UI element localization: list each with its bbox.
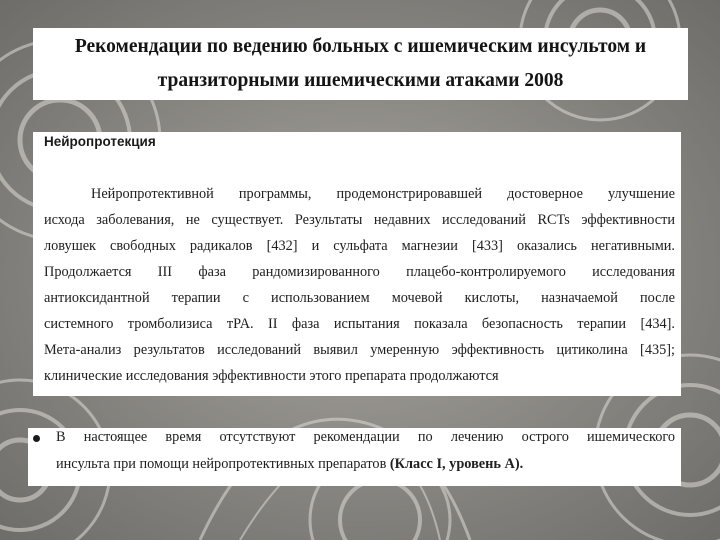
bullet-icon — [33, 435, 40, 442]
paragraph-line: системного тромболизиса тPA. II фаза испытания показала безопасность терапии [434]. — [44, 316, 675, 332]
recommendation-panel — [28, 428, 681, 486]
paragraph-line: Нейропротективной программы, продемонстрировавшей достоверное улучшение — [91, 186, 675, 202]
title-line-2: транзиторными ишемическими атаками 2008 — [157, 70, 564, 91]
paragraph-line: антиоксидантной терапии с использованием мочевой кислоты, назначаемой после — [44, 290, 675, 306]
paragraph-line: Мета-анализ результатов исследований выявил умеренную эффективность цитиколина [435]; — [44, 342, 675, 358]
recommendation-line-1: В настоящее время отсутствуют рекомендации по лечению острого ишемического — [56, 429, 675, 445]
recommendation-line-2 — [56, 456, 675, 473]
paragraph-line: исхода заболевания, не существует. Результаты недавних исследований RCTs эффективности — [44, 212, 675, 228]
paragraph-line: Продолжается III фаза рандомизированного плацебо-контролируемого исследования — [44, 264, 675, 280]
recommendation-text: инсульта при помощи нейропротективных препаратов — [56, 456, 387, 472]
title-line-1: Рекомендации по ведению больных с ишемическим инсультом и — [74, 36, 647, 57]
evidence-class-label: (Класс I, уровень А). — [389, 456, 524, 472]
title-panel — [33, 28, 688, 100]
section-heading: Нейропротекция — [44, 134, 156, 149]
paragraph-line: клинические исследования эффективности этого препарата продолжаются — [44, 368, 499, 384]
neuroprotection-panel — [33, 132, 681, 396]
paragraph-line: ловушек свободных радикалов [432] и сульфата магнезии [433] оказались негативными. — [44, 238, 675, 254]
